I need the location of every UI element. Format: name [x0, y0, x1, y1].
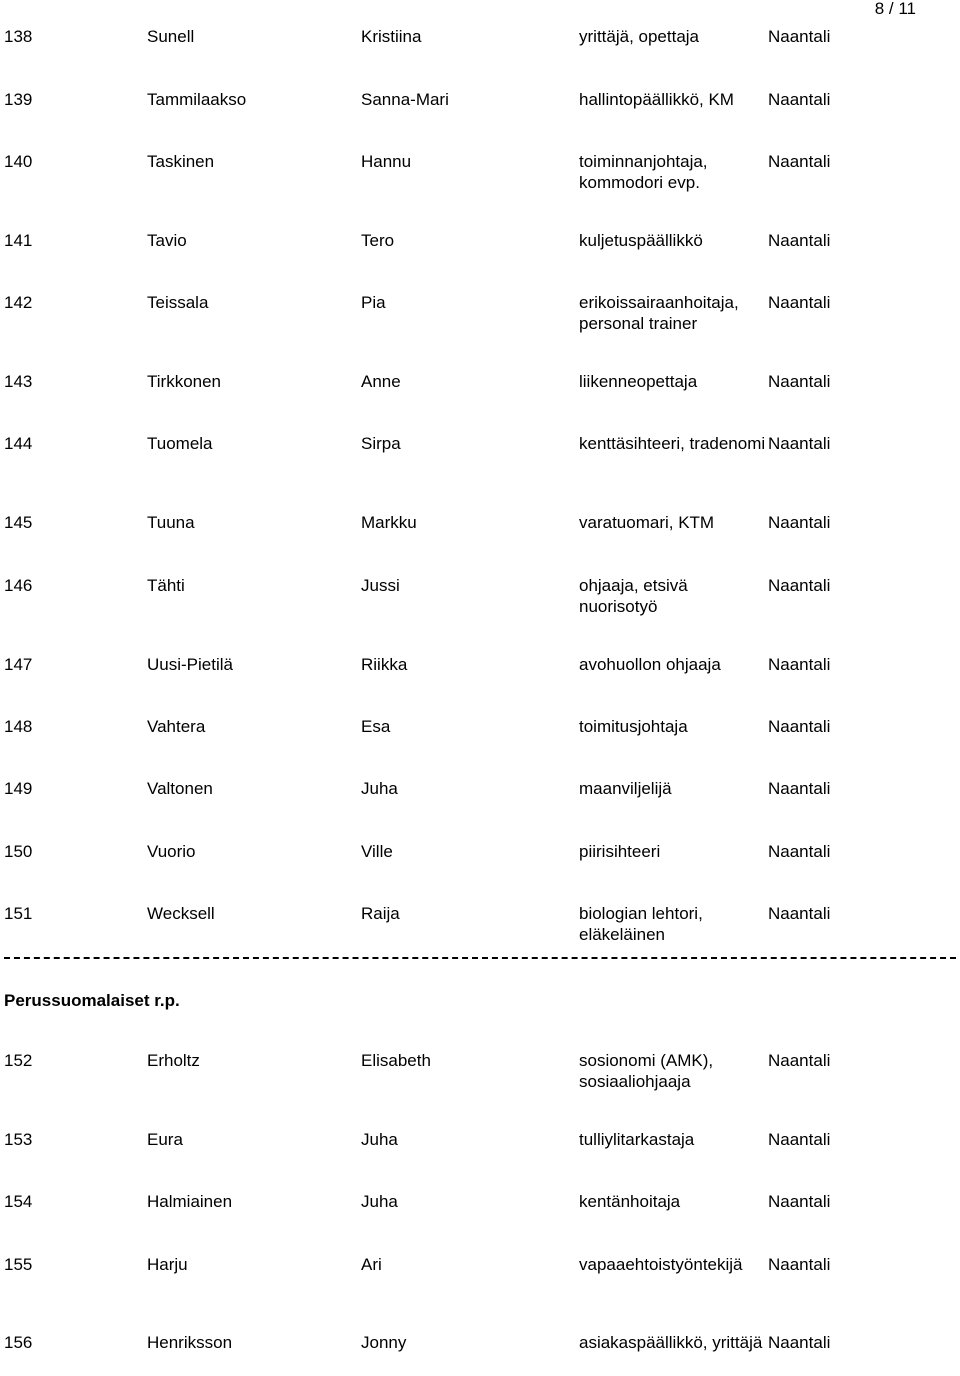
- candidate-last-name: Tammilaakso: [147, 90, 247, 109]
- candidate-last-name: Vuorio: [147, 842, 196, 861]
- candidate-municipality: Naantali: [768, 152, 831, 171]
- candidate-row: [0, 716, 960, 760]
- candidate-municipality: Naantali: [768, 779, 831, 798]
- candidate-occupation: biologian lehtori, eläkeläinen: [579, 904, 703, 944]
- candidate-municipality: Naantali: [768, 90, 831, 109]
- candidate-row: [0, 433, 960, 477]
- candidate-municipality: Naantali: [768, 513, 831, 532]
- candidate-number: 153: [4, 1130, 33, 1149]
- candidate-number: 154: [4, 1192, 33, 1211]
- candidate-last-name: Valtonen: [147, 779, 213, 798]
- candidate-row: [0, 1050, 960, 1094]
- candidate-occupation: kentänhoitaja: [579, 1192, 681, 1211]
- candidate-municipality: Naantali: [768, 717, 831, 736]
- candidate-last-name: Tuuna: [147, 513, 195, 532]
- candidate-occupation: toiminnanjohtaja, kommodori evp.: [579, 152, 708, 192]
- candidate-last-name: Vahtera: [147, 717, 206, 736]
- page-number: 8 / 11: [874, 0, 916, 18]
- candidate-last-name: Tirkkonen: [147, 372, 222, 391]
- candidate-occupation: tulliylitarkastaja: [579, 1130, 695, 1149]
- candidate-first-name: Riikka: [361, 655, 408, 674]
- candidate-row: [0, 1191, 960, 1235]
- candidate-first-name: Juha: [361, 779, 398, 798]
- candidate-first-name: Jussi: [361, 576, 400, 595]
- candidate-row: [0, 89, 960, 133]
- candidate-number: 143: [4, 372, 33, 391]
- candidate-municipality: Naantali: [768, 434, 831, 453]
- candidate-last-name: Taskinen: [147, 152, 215, 171]
- candidate-occupation: maanviljelijä: [579, 779, 672, 798]
- candidate-municipality: Naantali: [768, 372, 831, 391]
- candidate-first-name: Raija: [361, 904, 400, 923]
- candidate-number: 140: [4, 152, 33, 171]
- candidate-first-name: Sanna-Mari: [361, 90, 449, 109]
- candidate-row: [0, 654, 960, 698]
- candidate-last-name: Erholtz: [147, 1051, 200, 1070]
- candidate-occupation: sosionomi (AMK), sosiaaliohjaaja: [579, 1051, 714, 1091]
- candidate-first-name: Kristiina: [361, 27, 422, 46]
- candidate-occupation: hallintopäällikkö, KM: [579, 90, 734, 109]
- candidate-last-name: Tähti: [147, 576, 185, 595]
- candidate-first-name: Pia: [361, 293, 386, 312]
- candidate-municipality: Naantali: [768, 655, 831, 674]
- candidate-number: 141: [4, 231, 33, 250]
- candidate-occupation: liikenneopettaja: [579, 372, 698, 391]
- candidate-last-name: Teissala: [147, 293, 209, 312]
- candidate-municipality: Naantali: [768, 1333, 831, 1352]
- candidate-occupation: varatuomari, KTM: [579, 513, 715, 532]
- candidate-municipality: Naantali: [768, 1130, 831, 1149]
- candidate-occupation: piirisihteeri: [579, 842, 661, 861]
- candidate-first-name: Esa: [361, 717, 391, 736]
- party-heading: Perussuomalaiset r.p.: [4, 991, 180, 1010]
- candidate-number: 155: [4, 1255, 33, 1274]
- candidate-first-name: Anne: [361, 372, 401, 391]
- candidate-last-name: Uusi-Pietilä: [147, 655, 233, 674]
- candidate-municipality: Naantali: [768, 1255, 831, 1274]
- candidate-number: 145: [4, 513, 33, 532]
- candidate-row: [0, 292, 960, 336]
- candidate-municipality: Naantali: [768, 904, 831, 923]
- candidate-number: 150: [4, 842, 33, 861]
- candidate-first-name: Juha: [361, 1192, 398, 1211]
- candidate-number: 139: [4, 90, 33, 109]
- candidate-row: [0, 512, 960, 556]
- candidate-number: 149: [4, 779, 33, 798]
- candidate-occupation: toimitusjohtaja: [579, 717, 688, 736]
- candidate-number: 142: [4, 293, 33, 312]
- candidate-number: 147: [4, 655, 33, 674]
- candidate-row: [0, 575, 960, 619]
- candidate-row: [0, 841, 960, 885]
- candidate-municipality: Naantali: [768, 842, 831, 861]
- candidate-first-name: Tero: [361, 231, 395, 250]
- candidate-last-name: Tuomela: [147, 434, 213, 453]
- candidate-first-name: Juha: [361, 1130, 398, 1149]
- candidate-last-name: Harju: [147, 1255, 188, 1274]
- candidate-last-name: Henriksson: [147, 1333, 233, 1352]
- candidate-occupation: erikoissairaanhoitaja, personal trainer: [579, 293, 739, 333]
- candidate-row: [0, 230, 960, 274]
- candidate-row: [0, 371, 960, 415]
- candidate-row: [0, 26, 960, 70]
- candidate-first-name: Markku: [361, 513, 417, 532]
- candidate-number: 148: [4, 717, 33, 736]
- candidate-occupation: kuljetuspäällikkö: [579, 231, 703, 250]
- candidate-row: [0, 1129, 960, 1173]
- candidate-row: [0, 903, 960, 947]
- candidate-municipality: Naantali: [768, 27, 831, 46]
- candidate-municipality: Naantali: [768, 576, 831, 595]
- candidate-number: 146: [4, 576, 33, 595]
- section-divider: [4, 957, 956, 959]
- candidate-number: 151: [4, 904, 33, 923]
- candidate-number: 152: [4, 1051, 33, 1070]
- candidate-last-name: Halmiainen: [147, 1192, 233, 1211]
- candidate-row: [0, 151, 960, 195]
- candidate-last-name: Wecksell: [147, 904, 215, 923]
- candidate-municipality: Naantali: [768, 231, 831, 250]
- candidate-occupation: vapaaehtoistyöntekijä: [579, 1255, 743, 1274]
- candidate-first-name: Elisabeth: [361, 1051, 431, 1070]
- candidate-last-name: Eura: [147, 1130, 183, 1149]
- candidate-municipality: Naantali: [768, 1051, 831, 1070]
- candidate-first-name: Ari: [361, 1255, 382, 1274]
- candidate-municipality: Naantali: [768, 293, 831, 312]
- candidate-row: [0, 778, 960, 822]
- candidate-occupation: yrittäjä, opettaja: [579, 27, 700, 46]
- candidate-municipality: Naantali: [768, 1192, 831, 1211]
- candidate-last-name: Sunell: [147, 27, 195, 46]
- candidate-occupation: avohuollon ohjaaja: [579, 655, 721, 674]
- candidate-number: 138: [4, 27, 33, 46]
- candidate-occupation: asiakaspäällikkö, yrittäjä: [579, 1333, 763, 1352]
- candidate-last-name: Tavio: [147, 231, 187, 250]
- candidate-first-name: Sirpa: [361, 434, 401, 453]
- candidate-first-name: Jonny: [361, 1333, 407, 1352]
- candidate-first-name: Hannu: [361, 152, 412, 171]
- candidate-first-name: Ville: [361, 842, 393, 861]
- candidate-row: [0, 1254, 960, 1298]
- candidate-occupation: ohjaaja, etsivä nuorisotyö: [579, 576, 688, 616]
- candidate-row: [0, 1332, 960, 1376]
- candidate-number: 156: [4, 1333, 33, 1352]
- candidate-number: 144: [4, 434, 33, 453]
- candidate-occupation: kenttäsihteeri, tradenomi: [579, 434, 766, 453]
